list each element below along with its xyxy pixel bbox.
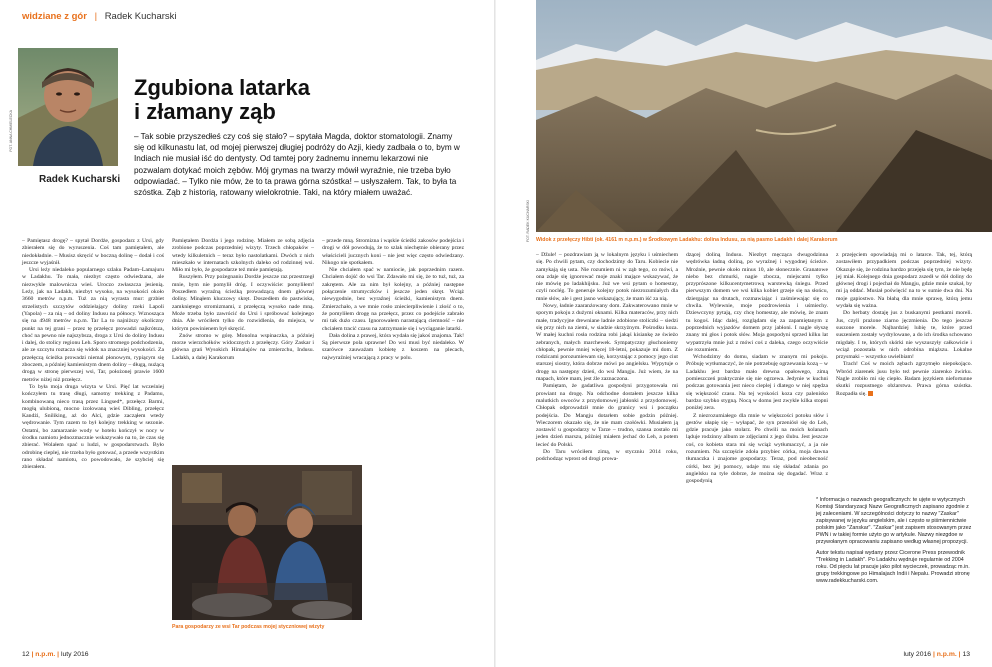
paragraph: – Pamiętasz drogę? – spytał Dordże, gospodarz z Ursi, gdy zbierałem się do wyruszenia. Coś tam pamiętałem, ale niedokładnie. – Musisz skręcić w boczną dolinę – dodał i coś jeszcze wyjaśnił. xyxy=(22,238,164,266)
paragraph: dzącej doliną Indusu. Niezbyt męcząca dwugodzinna wędrówka ładną doliną, po wyraźnej i wygodnej ścieżce. Mroźnie, pewnie około minus 10, ale słonecznie. Granatowe niebo bez chmurki, nagie zbocza, miejscami tylko przyprószone kilkucentymetrową warstewką śniegu. Przed pierwszym domem we wsi kilka kobiet grzeje się na słońcu, dziergając na drutach, rozmawiając i zaśmiewając się co chwila. Wylewnie, moje pozdrowienia i uśmiechy. Dziewczyny pytają, czy chcę homestay, ale mówię, że znam tu kogoś. Idąc dalej, rozglądam się za zapamiętanym z poprzednich wyjazdów domem przy jabłoni. I nagle słyszę znany mi głos i potok słów. Moja gospodyni sprzed kilku lat wypatrzyła mnie już z mówi coś z daleka, czego oczywiście nie rozumiem. xyxy=(686,252,828,353)
body-column-5 xyxy=(686,252,828,486)
running-header xyxy=(22,11,177,22)
author-name: Radek Kucharski xyxy=(39,174,121,185)
paragraph: Dała dolina z prawej, która wydała się jakoś znajoma. Tak! Są pierwsze pola uprawne! Do wsi musi być niedaleko. W szarówce zauważam kobietę z koszem na plecach, najwyraźniej wracającą z pracy w polu. xyxy=(322,332,464,361)
hosts-image xyxy=(172,465,362,620)
landscape-image xyxy=(536,0,992,232)
paragraph: – Džule! – pozdrawiam ją w lokalnym języku i uśmiechem się. Po chwili pytam, czy dochodzimy do Taru. Kobiecie nie zamykają się usta. Nie rozumiem ni w ząb tego, co mówi, a ona zdaje się ignorować moje znaki mające wskazywać, że nie mówię po ladakhijsku. Już we wsi pytam o homestay, czyli noclég. To generuje kolejny potok niezrozumiałych dla mnie słów, ale i gest jasno wskazujący, że mam iść za nią. xyxy=(536,252,678,302)
title-line-2: i złamany ząb xyxy=(134,99,276,124)
article-title xyxy=(134,76,310,124)
paragraph: Ursi leży niedaleko popularnego szlaku Padam–Lamajuru w Ladakhu. To mała, niezbyt często odwiedzana, ale niezwykle malownicza wieś. Uroczo zwłaszcza jesienią. Leży, jak na Ladakh, niezbyt wysoko, na wysokości około 3660 metrów n.p.m. Tuż za nią wyrasta mur: grzbiet strzelistych szczytów oddzielający doliny rzeki Lapoli (Yapola) – za nią – od doliny Indusu na północy. Wznosząca się na 4948 metrów n.p.m. Tar La to najniższy okoliczny punkt na tej grani – przez tę przełęcz prowadzi najkrótsza, choć na pewno nie najszybsza, droga z Ursi do doliny Indusu i dalej, do stolicy regionu Leh. Sporo stromego podchodzenia, ale ze szczytu roztacza się widok na znaczniej wysokości. Za przełęczą ścieżka prowadzi niemal płonowym, rypiącym się zboczem, a później kamienistym dnem doliny – długą, nużącą drogą w stronę pierwszej wsi, Tar, położonej prawie 1600 metrów niżej niż przełęcz. xyxy=(22,267,164,383)
landscape-credit: FOT. RADEK KUCHARSKI xyxy=(526,200,530,243)
landscape-caption: Widok z przełęczy Hibti (ok. 4161 m n.p.m.) w Środkowym Ladakhu: dolina Indusu, za nią pasmo Ladakh i dalej Karakorum xyxy=(536,237,838,243)
body-column-4 xyxy=(536,252,678,464)
paragraph xyxy=(836,361,972,397)
issue-date: luty 2016 xyxy=(903,651,932,658)
body-column-2 xyxy=(172,238,314,362)
page-number: 13 xyxy=(962,651,970,658)
final-paragraph: Trach! Coś w moich zębach zgrzytnęło niepokojąco. Wbród ziarenek jusu było też pewnie ziarenko żwirku. Nagle zrobiło mi się ciepło. Badam językiem niefortunne skutki rozpustnego obżarstwa. Prawa górna szóstka. Rozpadła się. xyxy=(836,361,972,397)
article-lead: – Tak sobie przyszedłeś czy coś się stało? – spytała Magda, doktor stomatologii. Znamy się od kilkunastu lat, od mojej pierwszej długiej podróży do Azji, kiedy zadbała o to, bym w Indiach nie musiał iść do dentysty. Od tamtej pory żadnemu innemu lekarzowi nie pozwalam dotykać moich zębów. Mój grymas na twarzy mówił wyraźnie, nie trzeba było odpowiadać. – Tylko nie mów, że to ta prawa górna szóstka! – usłyszałem. Tak, to była ta szóstka. Ząb z historią, ratowany wielokrotnie. Taki, na który miałem uważać. xyxy=(134,132,460,198)
paragraph: Pamiętałem Dordża i jego rodzinę. Miałem ze sobą zdjęcia zrobione podczas poprzedniej wizyty. Trzech chłopaków – wtedy kilkuletnich – teraz było nastolatkami. Dwóch z nich mieszkało w internatach szkolnych daleko od rodzinnej wsi. Miło mi było, że gospodarze też mnie pamiętają. xyxy=(172,238,314,274)
author-portrait xyxy=(18,48,118,166)
paragraph: Wchodzimy do domu, siadam w znanym mi pokoju. Próbuję wytłumaczyć, że nie potrzebuję ogrzewania kozą – w Ladakhu jest bardzo mało drewna opałowego, zimą pomieszczeń praktycznie się nie ogrzewa. Jedynie w kuchni podczas gotowania jest nieco cieplej i dlatego w niej spędza się większość czasu. Na tej wyskości koza czy palenisko bardzo szybko stygną. Nocą w domu jest zwykle kilka stopni poniżej zera. xyxy=(686,354,828,412)
magazine-name: n.p.m. xyxy=(35,651,56,658)
folio-right: luty 2016 | n.p.m. | 13 xyxy=(903,651,970,658)
body-column-6 xyxy=(836,252,972,398)
footnote-author-bio: Autor tekstu napisał wydany przez Cicerone Press przewodnik "Trekking in Ladakh". Po Ladakhu wędruje regularnie od 2004 roku. Od pięciu lat pracuje jako pilot wycieczek, prowadząc m.in. grupy trekkingowe po Himalajach Indii i Nepalu. Prowadzi stronę www.radekkucharski.com. xyxy=(816,550,970,584)
paragraph: Z niezrozumiałego dla mnie w większości potoku słów i gestów ułapię się – wyłapać, że syn przeniósł się do Leh, gdzie pracuje jako stolarz. Po chwili na moich kolanach ląduje rodzinny album ze zdjęciami z jego ślubu. Jest jeszcze coś, co kobieta stara mi się wciąż wytłumaczyć, a ja nie rozumiem. Na szczęście zdoła przybiec córka, moja dawna tłumaczka i znajome gospodarzy. Teraz, pod nieobecność córki, bez jej pomocy, udaje mu się składać zdania po angielsku na tyle dobrze, że można się dogadać. Wraz z gospodynią xyxy=(686,412,828,485)
right-page xyxy=(496,0,992,667)
body-column-3 xyxy=(322,238,464,362)
footnotes xyxy=(816,497,972,589)
page-number: 12 xyxy=(22,651,30,658)
paragraph: – przede mną. Stromizna i wąskie ścieżki zakosów podejścia i drogi w dół powodują, że to szlak niechętnie obierany przez właścicieli jucznych koni – nie jest więc często odwiedzany. Nikogo nie spotkałem. xyxy=(322,238,464,266)
landscape-photo xyxy=(536,0,992,232)
header-author: Radek Kucharski xyxy=(104,11,177,22)
paragraph: To była moja druga wizyta w Ursi. Pięć lat wcześniej kończyłem tu trasę długi, samotny trekking z Padamu, kombinowaną nieco trasą przez Lingsed*, przełęcz Barmi, mogłą ulubioną, mocno izolowaną wieś Dibling, przełęcz Kandżi, Sniliking, aż do Alci, gdzie zacząłem wtedy wędrowanie. Tym razem to był kolejny trekking w sezonie. Ostatni, bo zamarzanie wody w hotelu kończył w nocy w środku namiotu jednozmacznie wskazywało na to, że czas się zbierać. Wolałem spać u ludzi, w gospodarstwach. Było odrobinę cieplej, nie trzeba było gotować, a przede wszystkim rano składać namiotu, co powodowało, że szybciej się zbierałem. xyxy=(22,383,164,471)
section-name: widziane z gór xyxy=(22,11,87,22)
paragraph: Do Taru wróciłem zimą, w styczniu 2014 roku, podchodząc wprost od drogi prowa- xyxy=(536,449,678,463)
header-separator: | xyxy=(94,11,98,22)
portrait-credit: FOT. ANNA CHMIELECKA xyxy=(9,110,13,152)
folio-left: 12 | n.p.m. | luty 2016 xyxy=(22,651,89,658)
magazine-name: n.p.m. xyxy=(936,651,957,658)
portrait-image xyxy=(18,48,118,166)
issue-date: luty 2016 xyxy=(60,651,89,658)
footnote-geographic: * Informacja o nazwach geograficznych: te ujęte w wytycznych Komisji Standaryzacji Nazw Geograficznych zapisano zgodnie z jej zaleceniami. W szczególności dotyczy to nazwy "Zaskar" zapisywanej w języku angielskim, ale i często w piśmiennictwie polskim jako "Zanskar". "Zaskar" jest zapisem stosowanym przez PWN i w takiej formie użyto go w artykule. Nazwy niezgdoe w przywołanym opracowaniu zapisano według własnej propozycji. xyxy=(816,497,972,545)
paragraph: Nie chciałem spać w namiocie, jak poprzednim razem. Chciałem dojść do wsi Tar. Zdawało mi się, że to tuż, tuż, za zakrętem. Ale za nim był kolejny, a później następne połączenie strumyczków i jeszcze jeden skręt. Wciąż niewygodnie, bez wyraźnej ścieżki, kamienistym dnem. Zmierzchało, a we mnie rosło zniecierpliwienie i złość o to, że pomyliłem drogę na przełęcz, przez co podejście zabrało mi tak dużo czasu. Ignorowałem narastającą ciemność – nie chciałem tracić czasu na zatrzymanie się i wyciąganie latarki. xyxy=(322,267,464,332)
paragraph: z przejęciem opowiadają mi o latarce. Tak, tej, którą zostawiłem przypadkiem podczas poprzedniej wizyty. Okazuje się, że rodzina bardzo przejęła się tym, że nie będę jej miał. Kolejnego dnia gospodarz zszedł w dół doliny do głównej drogi i pojechał do Mangju, gdzie mnie szukał, by mi ją oddać. Musiał poświęcić na to w sumie dwa dni. Na moje gapiostwo. Na błahą dla mnie sprawę, którą jemu wydała się ważna. xyxy=(836,252,972,310)
paragraph: Ruszyłem. Przy pożegnaniu Dordże jeszcze raz przestrzegł mnie, bym nie pomylił dróg. I oczywiście: pomyliłem! Poszedłem wyraźną ścieżką prowadzącą dnem głównej doliny. Minąłem kluczowy skręt. Doszedłem do pastwiska, zamkniętego stromizmami, z przełęczą wysoko nade mną. Może trzeba było zawrócić do Ursi i spróbować kolejnego dnia. Ale wróciłem tylko do rozwidlenia, do miejsca, w którym powinienem był skręcić. xyxy=(172,274,314,332)
end-mark-icon xyxy=(868,391,873,396)
paragraph: Pamiętam, że gadatliwa gospodyni przygotowała mi prowiant na drogę. Na odchodne dostałem jeszcze kilka malutkich owoców z przydomowej jabłonki z przydomowej. Chłopak odprowadził mnie do granicy wsi i początku podejścia. Do Mangju dotarłem sobie godzin później. Wieczorem okazało się, że nie mam czołówki. Musiałem ją zostawić u gospodarzy w Tarze – trudno, szansa zostało mi jeden dzień marszu, później miałem jechać do Leh, a potem lecieć do Polski. xyxy=(536,383,678,448)
paragraph: Nowy, ładnie zaaranżowany dom. Zakwaterowano mnie w sporym pokoju z dużymi oknami. Kilka materaców, przy nich małe, tradycyjne drewniane ladnie zdobione stoliczki – siedzi się przy nich na ziemi, w siadzie skrzyżnym. Pośrodku koza. W małej kuchni rosła rodzina robi jakąś kisiankę ze świeżo zebranych, małych marchewek. Sympatyczny głuchoniemy chłopak, pewnie mniej więcej 18-letni, pokazuje mi dom. Z rodzicami porozumiewam się, korzystając z pomocy jego ciut starszej siostry, która dobrze mówi po angielsku. Wypytuje o drogę na następny dzień, do wsi Mangju. Już wiem, że na mapach, które mam, jest źle zaznaczona. xyxy=(536,303,678,383)
paragraph: Do herbaty dostaję jus z buskanymi pestkami moreli. Jus, czyli prażone ziarno jęczmienia. Do tego jeszcze suszone morele. Najbardziej lubię te, które przed suszeniem zostały wydrylowane, a do ich środka schowano migdały. I te, których skórki nie wyszuszyły całkowicie i wciąż pozostała w nich odrobina miąższu. Lokalne przysmaki – wszystko uwielbiam! xyxy=(836,310,972,361)
title-line-1: Zgubiona latarka xyxy=(134,75,311,100)
hosts-photo xyxy=(172,465,362,620)
paragraph: Znów stromo w górę. Monolna wspinaczka, a później morze wierzchołków widocznych z przełęczy. Góry Zaskar i główna grań Wysokich Himalajów na zmierzchu, Indusu. Ladakh, a dalej Karakorum xyxy=(172,332,314,361)
hosts-photo-caption: Para gospodarzy ze wsi Tar podczas mojej styczniowej wizyty xyxy=(172,624,325,630)
body-column-1 xyxy=(22,238,164,472)
